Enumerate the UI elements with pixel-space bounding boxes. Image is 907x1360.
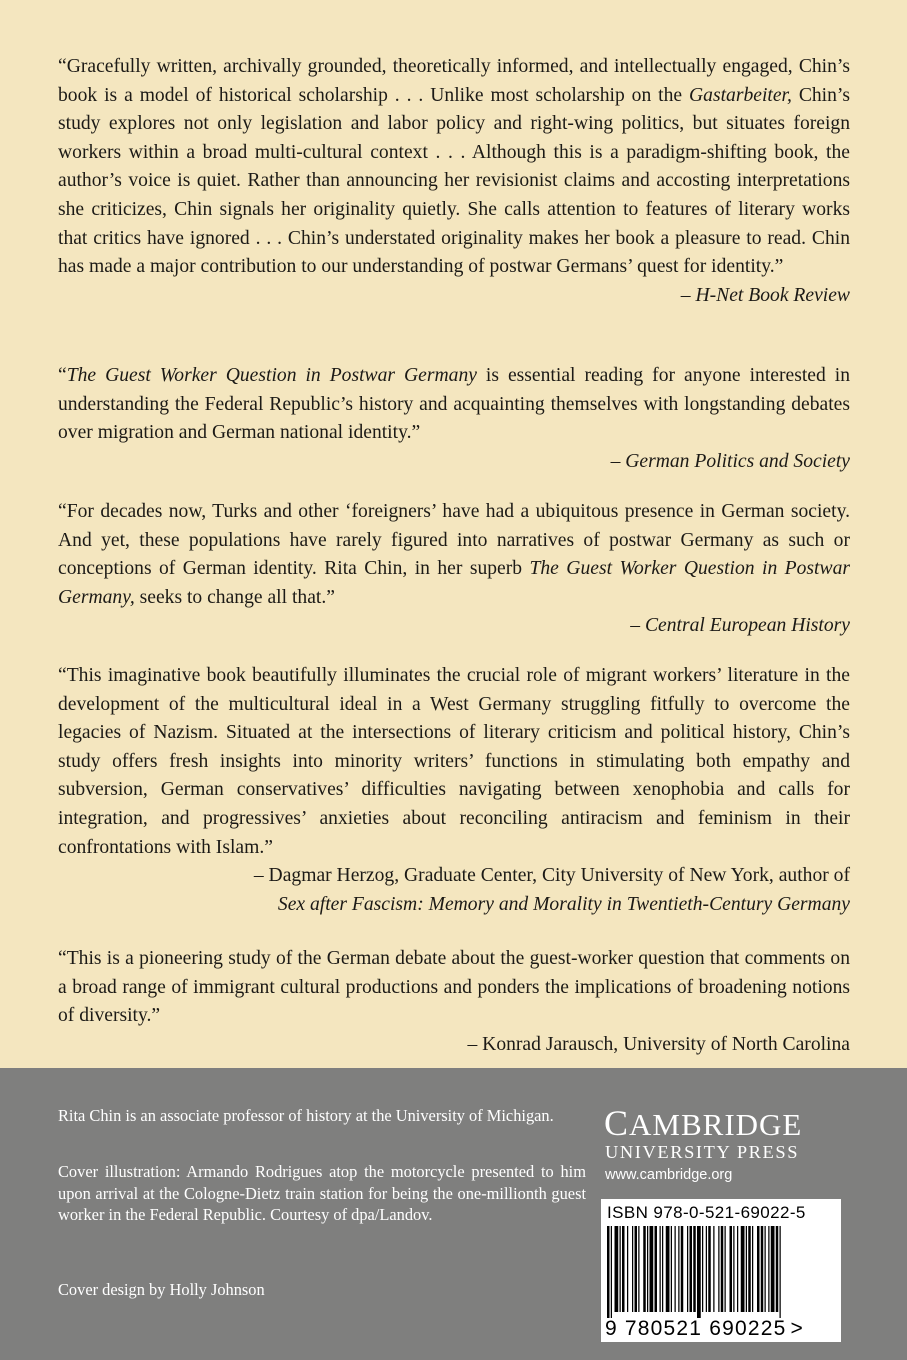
barcode-bar: [752, 1226, 753, 1312]
barcode-number: [605, 1317, 804, 1341]
publisher-name-rest: AMBRIDGE: [629, 1107, 803, 1142]
attribution-text: – Dagmar Herzog, Graduate Center, City University of New York, author of: [253, 865, 850, 887]
publisher-subtitle: UNIVERSITY PRESS: [605, 1142, 800, 1162]
attribution-text: – H-Net Book Review: [680, 284, 850, 306]
barcode-icon: [605, 1226, 837, 1318]
back-cover-band: [0, 1068, 907, 1360]
cover-design-credit: Cover design by Holly Johnson: [58, 1280, 265, 1299]
barcode-bar: [620, 1226, 621, 1312]
review-5: [58, 945, 850, 1059]
barcode-bar: [638, 1226, 639, 1312]
review-text-segment: seeks to change all that.”: [134, 586, 335, 608]
barcode-bar: [730, 1226, 733, 1312]
review-text-segment: “This imaginative book beautifully illuminates the crucial role of migrant workers’ literature in the development of the multicultural ideal in a West Germany struggling fitfully to overcome the legacies of Nazism. Situated at the intersections of literary criticism and political history, Chin’s study offers fresh insights into minority writers’ functions in stimulating both empathy and subversion, German conservatives’ difficulties navigating between xenophobia and calls for integration, and progressives’ anxieties about reconciling antiracism and feminism in their confrontations with Islam.”: [58, 665, 850, 858]
barcode-bar: [681, 1226, 684, 1312]
author-bio: Rita Chin is an associate professor of history at the University of Michigan.: [58, 1106, 554, 1125]
author-bio-block: [58, 1105, 586, 1127]
barcode-bar: [650, 1226, 654, 1312]
review-4-attribution: [58, 862, 850, 891]
barcode-bar: [671, 1226, 672, 1312]
barcode-bar: [690, 1226, 693, 1312]
review-4-text: [58, 662, 850, 862]
barcode-bar: [765, 1226, 766, 1312]
barcode-bar: [607, 1226, 610, 1318]
review-4-attribution-book: [58, 891, 850, 920]
review-text-segment: “This is a pioneering study of the German debate about the guest-worker question that comments on a broad range of immigrant cultural productions and ponders the implications of broadening notions of diversity.”: [58, 948, 850, 1027]
isbn-barcode-box: [601, 1199, 841, 1342]
review-2: [58, 362, 850, 476]
review-3: [58, 498, 850, 641]
barcode-bar: [708, 1226, 711, 1312]
review-3-text: [58, 498, 850, 612]
barcode-bar: [725, 1226, 726, 1312]
review-1-text: [58, 53, 850, 282]
barcode-bar: [678, 1226, 679, 1312]
review-1-attribution: [58, 282, 850, 311]
barcode-bar: [761, 1226, 764, 1312]
review-text-segment: “For decades now, Turks and other ‘foreigners’ have had a ubiquitous presence in German society. And yet, these populations have rarely figured into narratives of postwar Germany as such or conceptions of German identity. Rita Chin, in her superb: [58, 501, 850, 580]
barcode-bar: [693, 1226, 696, 1312]
publisher-initial: C: [604, 1103, 630, 1143]
attribution-text: – German Politics and Society: [610, 450, 850, 472]
attribution-text: – Konrad Jarausch, University of North Carolina: [467, 1033, 850, 1055]
barcode-bar: [737, 1226, 738, 1312]
barcode-bar: [662, 1226, 663, 1312]
barcode-bar: [780, 1226, 781, 1318]
barcode-bar: [666, 1226, 670, 1312]
cover-illustration-credit: Cover illustration: Armando Rodrigues atop the motorcycle presented to him upon arrival at the Cologne-Dietz train station for being the one-millionth guest worker in the Federal Republic. Courtesy of dpa/Landov.: [58, 1162, 586, 1224]
review-text-segment: “Gracefully written, archivally grounded, theoretically informed, and intellectually engaged, Chin’s book is a model of historical scholarship . . . Unlike most scholarship on the: [58, 56, 850, 106]
review-text-segment: Chin’s study explores not only legislation and labor policy and right-wing politics, but situates foreign workers within a broad multi-cultural context . . . Although this is a paradigm-shifting book, the author’s voice is quiet. Rather than announcing her revisionist claims and accosting interpretations she criticizes, Chin signals her originality quietly. She calls attention to features of literary works that critics have ignored . . . Chin’s understated originality makes her book a pleasure to read. Chin has made a major contribution to our understanding of postwar Germans’ quest for identity.”: [58, 84, 850, 278]
barcode-bar: [741, 1226, 745, 1312]
barcode-digits: 9 780521 690225: [605, 1317, 787, 1340]
barcode-bar: [713, 1226, 714, 1312]
review-text-segment: is essential reading for anyone interested in understanding the Federal Republic’s history and acquainting themselves with longstanding debates over migration and German national identity.”: [58, 365, 850, 444]
review-text-segment-italic: The Guest Worker Question in Postwar Germany: [66, 365, 477, 386]
review-text-segment: “: [58, 365, 67, 386]
barcode-bar: [675, 1226, 676, 1312]
barcode-bar: [655, 1226, 658, 1312]
review-1: [58, 53, 850, 310]
review-text-segment-italic: The Guest Worker Question in Postwar Germany,: [58, 558, 850, 608]
barcode-bar: [702, 1226, 703, 1312]
barcode-bar: [687, 1226, 688, 1312]
barcode-bar: [632, 1226, 633, 1312]
barcode-bar: [643, 1226, 646, 1312]
review-4: [58, 662, 850, 919]
barcode-bar: [776, 1226, 779, 1312]
barcode-bar: [615, 1226, 619, 1312]
barcode-bar: [697, 1226, 701, 1318]
barcode-bar: [611, 1226, 612, 1318]
barcode-bar: [733, 1226, 734, 1312]
barcode-bar: [622, 1226, 625, 1312]
barcode-bar: [660, 1226, 661, 1312]
barcode-bar: [627, 1226, 628, 1312]
publisher-logo: [604, 1103, 832, 1143]
barcode-bar: [768, 1226, 769, 1312]
attribution-book-title: Sex after Fascism: Memory and Morality in Twentieth-Century Germany: [277, 893, 850, 915]
publisher-url: www.cambridge.org: [605, 1167, 733, 1183]
review-text-segment-italic: Gastarbeiter,: [689, 84, 792, 106]
barcode-bar: [647, 1226, 648, 1312]
barcode-bar: [771, 1226, 775, 1312]
cover-design-block: [58, 1279, 586, 1301]
barcode-bar: [757, 1226, 760, 1312]
barcode-bar: [706, 1226, 707, 1312]
review-5-text: [58, 945, 850, 1031]
review-5-attribution: [58, 1031, 850, 1060]
barcode-bar: [635, 1226, 638, 1312]
barcode-bar: [748, 1226, 751, 1312]
barcode-bar: [721, 1226, 724, 1312]
isbn-label: ISBN 978-0-521-69022-5: [607, 1203, 806, 1222]
review-2-text: [58, 362, 850, 448]
review-2-attribution: [58, 448, 850, 477]
barcode-arrow: >: [790, 1317, 804, 1340]
barcode-bar: [746, 1226, 747, 1312]
cover-illustration-block: [58, 1161, 586, 1226]
barcode-bar: [718, 1226, 719, 1312]
attribution-text: – Central European History: [630, 615, 850, 637]
review-3-attribution: [58, 612, 850, 641]
